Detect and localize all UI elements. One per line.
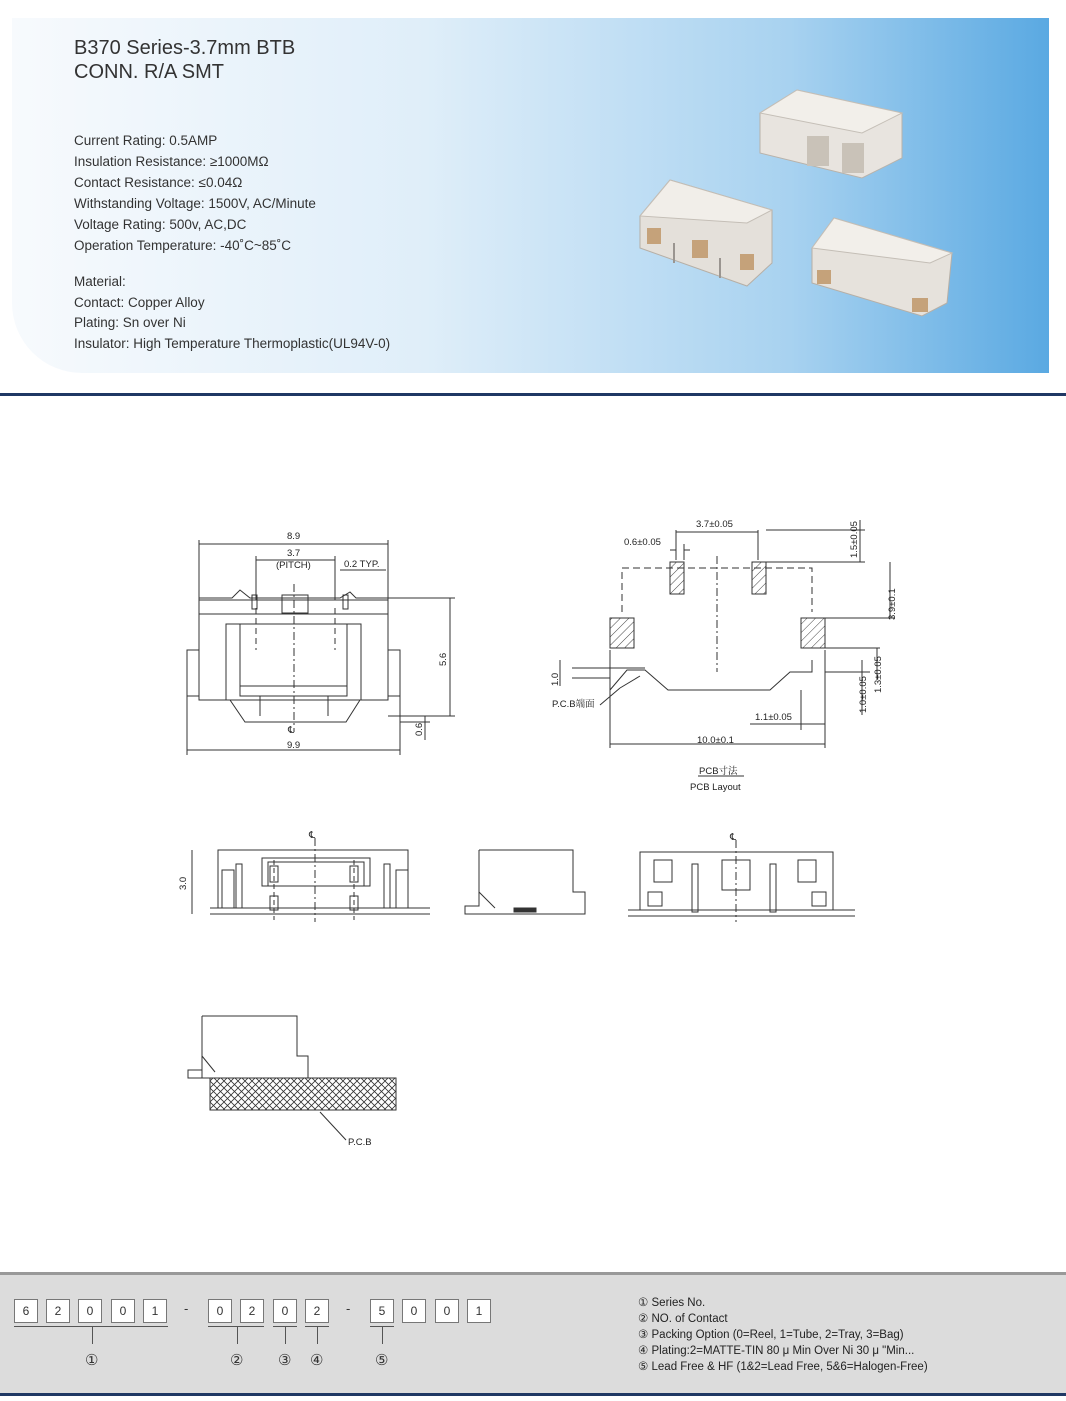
pn-bracket-2-stem — [237, 1326, 238, 1344]
title-line-1: B370 Series-3.7mm BTB — [74, 37, 296, 59]
pn-marker-2: ② — [230, 1352, 244, 1369]
pn-separator: - — [184, 1301, 189, 1316]
spec-insulation: Insulation Resistance: ≥1000MΩ — [74, 154, 269, 169]
mounted-view-drawing — [188, 1016, 396, 1140]
connector-photo-2 — [640, 180, 772, 286]
pn-digit: 2 — [240, 1299, 264, 1323]
legend-leadfree: ⑤ Lead Free & HF (1&2=Lead Free, 5&6=Halogen-Free) — [638, 1361, 928, 1373]
pn-bracket-1-stem — [92, 1326, 93, 1344]
legend-plating: ④ Plating:2=MATTE-TIN 80 μ Min Over Ni 30 μ "Min... — [638, 1345, 915, 1357]
pn-bracket-1 — [14, 1326, 168, 1327]
rear-view-drawing — [628, 840, 855, 922]
spec-withstanding: Withstanding Voltage: 1500V, AC/Minute — [74, 196, 316, 211]
part-number-footer — [0, 1272, 1066, 1396]
pn-digit: 0 — [402, 1299, 426, 1323]
legend-series: ① Series No. — [638, 1297, 706, 1309]
dim-front-width-top: 8.9 — [287, 531, 301, 542]
pn-digit: 0 — [208, 1299, 232, 1323]
pn-digit: 6 — [14, 1299, 38, 1323]
material-insulator: Insulator: High Temperature Thermoplastic(UL94V-0) — [74, 335, 391, 351]
legend-packing: ③ Packing Option (0=Reel, 1=Tube, 2=Tray, 3=Bag) — [638, 1329, 904, 1341]
legend-contacts: ② NO. of Contact — [638, 1313, 728, 1325]
material-plating: Plating: Sn over Ni — [74, 315, 186, 330]
pcb-caption-en: PCB Layout — [690, 782, 741, 793]
dim-pcb-b: 3.9±0.1 — [887, 588, 898, 620]
pn-digit: 1 — [143, 1299, 167, 1323]
dim-pcb-a: 1.5±0.05 — [849, 521, 860, 558]
mount-pcb-label: P.C.B — [348, 1137, 372, 1148]
spec-contact-resistance: Contact Resistance: ≤0.04Ω — [74, 175, 243, 190]
pcb-caption-cn: PCB寸法 — [699, 766, 738, 777]
dim-front-typ: 0.2 TYP. — [344, 559, 380, 570]
pn-digit: 1 — [467, 1299, 491, 1323]
pn-bracket-4-stem — [317, 1326, 318, 1344]
dim-side-height: 3.0 — [178, 876, 189, 890]
dim-front-pitch: 3.7 — [287, 548, 301, 559]
dim-pcb-c: 1.3±0.05 — [873, 656, 884, 693]
pn-bracket-5-stem — [382, 1326, 383, 1344]
pn-marker-1: ① — [85, 1352, 99, 1369]
dim-front-offset: 0.6 — [414, 722, 425, 736]
connector-photo-1 — [760, 90, 902, 178]
header-divider — [0, 393, 1066, 396]
pn-marker-5: ⑤ — [375, 1352, 389, 1369]
pn-digit: 5 — [370, 1299, 394, 1323]
dim-pcb-g: 10.0±0.1 — [697, 735, 734, 746]
material-contact: Contact: Copper Alloy — [74, 294, 205, 310]
material-heading: Material: — [74, 274, 126, 289]
part-number-legend — [638, 1295, 928, 1375]
pn-marker-4: ④ — [310, 1352, 324, 1369]
pn-bracket-2 — [208, 1326, 264, 1327]
side-view-drawing — [465, 850, 585, 914]
dim-front-pitch-note: (PITCH) — [276, 560, 311, 571]
bottom-centerline-mark: ℄ — [309, 830, 316, 841]
material-list — [74, 272, 390, 354]
header-banner — [12, 18, 1049, 373]
dim-pcb-pad-width: 0.6±0.05 — [624, 537, 661, 548]
pn-digit: 0 — [435, 1299, 459, 1323]
pn-digit: 0 — [78, 1299, 102, 1323]
spec-temperature: Operation Temperature: -40˚C~85˚C — [74, 238, 291, 253]
bottom-view-drawing — [192, 838, 430, 922]
technical-drawings — [0, 500, 1066, 1160]
pn-digit: 0 — [111, 1299, 135, 1323]
connector-product-photo — [612, 58, 992, 358]
pn-digit: 2 — [305, 1299, 329, 1323]
dim-front-height: 5.6 — [438, 652, 449, 666]
pn-digit: 2 — [46, 1299, 70, 1323]
spec-current: Current Rating: 0.5AMP — [74, 133, 218, 148]
front-view-drawing — [187, 540, 455, 755]
pn-marker-3: ③ — [278, 1352, 292, 1369]
pn-digit: 0 — [273, 1299, 297, 1323]
dim-front-width-bottom: 9.9 — [287, 740, 301, 751]
front-centerline-mark: ℄ — [288, 725, 295, 736]
product-title — [74, 36, 295, 84]
dim-pcb-d: 1.0±0.05 — [858, 676, 869, 713]
dim-pcb-pitch: 3.7±0.05 — [696, 519, 733, 530]
rear-centerline-mark: ℄ — [730, 832, 737, 843]
pn-separator: - — [346, 1301, 351, 1316]
spec-voltage: Voltage Rating: 500v, AC,DC — [74, 217, 247, 232]
dim-pcb-f: 1.1±0.05 — [755, 712, 792, 723]
connector-photo-3 — [812, 218, 952, 316]
spec-list — [74, 130, 316, 256]
pn-bracket-3-stem — [285, 1326, 286, 1344]
title-line-2: CONN. R/A SMT — [74, 61, 225, 83]
dim-pcb-e: 1.0 — [550, 672, 561, 686]
pcb-edge-label: P.C.B端面 — [552, 699, 595, 710]
